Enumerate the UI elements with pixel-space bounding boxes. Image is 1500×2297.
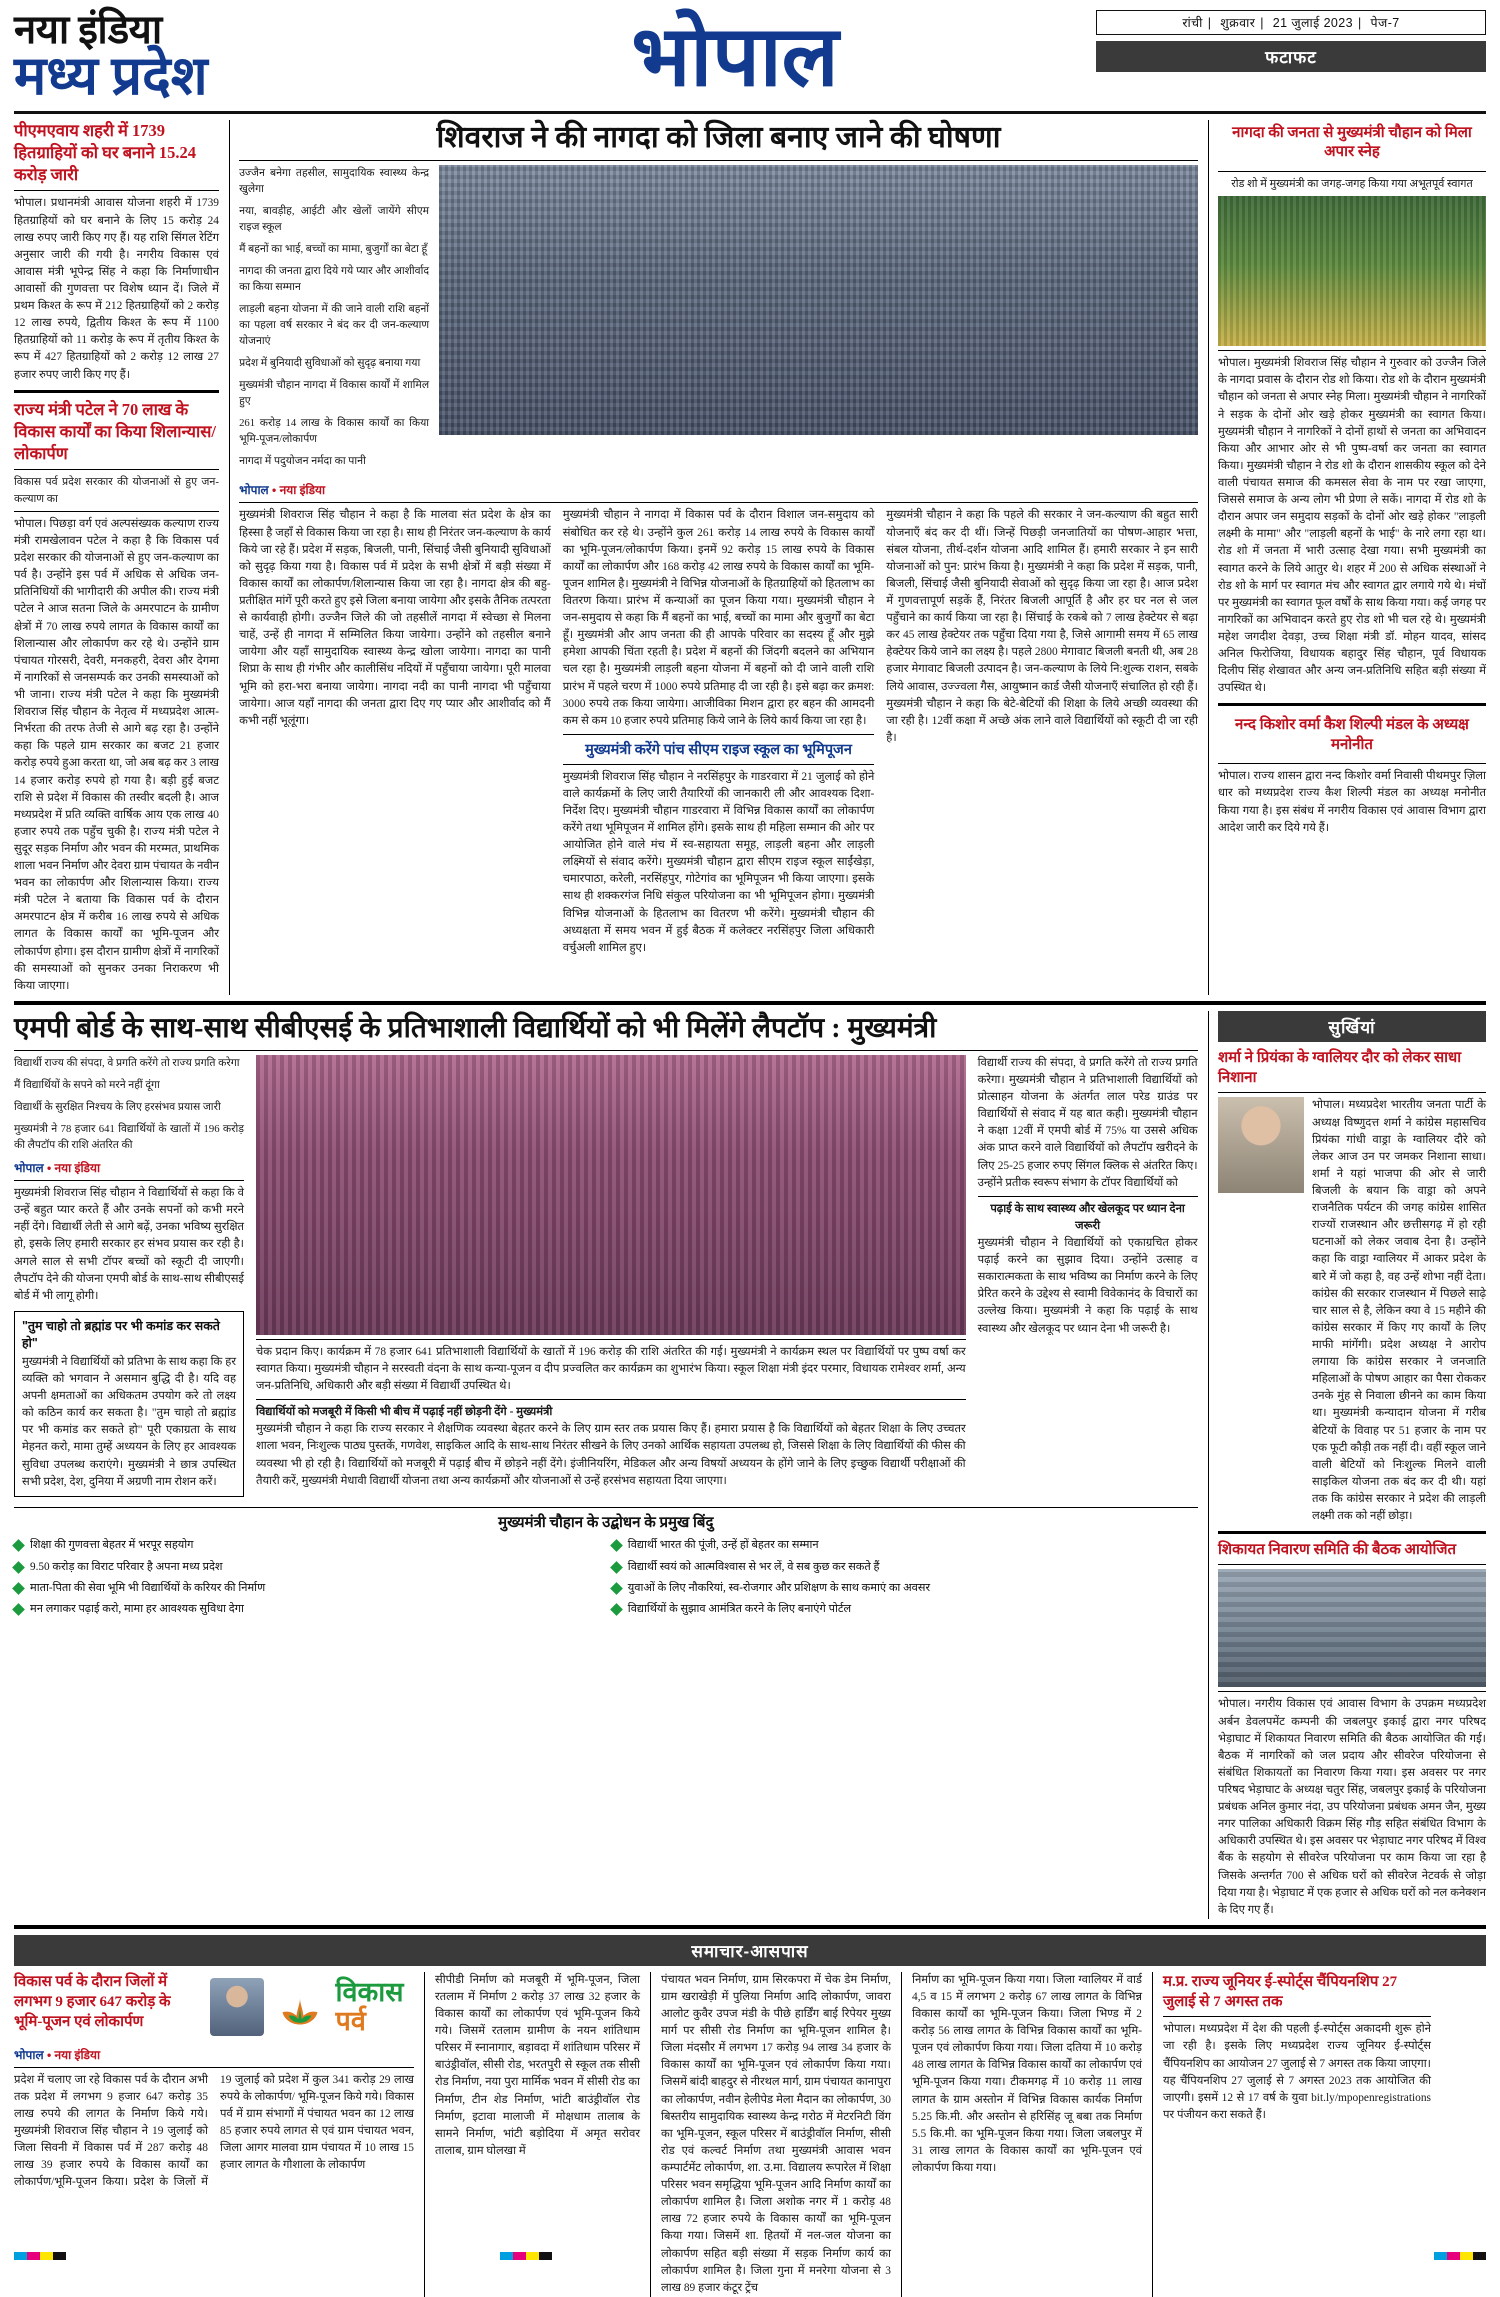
- column-divider-7: [1152, 1972, 1153, 2297]
- laptop-kicker-0: विद्यार्थी राज्य की संपदा, वे प्रगति करेंगे तो राज्य प्रगति करेगा: [14, 1055, 244, 1071]
- samachar-last-story: [1163, 1972, 1431, 2297]
- masthead-naya-india: नया इंडिया: [14, 10, 374, 50]
- surkhiyan-section-bar: सुर्खियां: [1218, 1011, 1486, 1042]
- dateline-place: रांची: [1182, 16, 1202, 30]
- laptop-col1: मुख्यमंत्री शिवराज सिंह चौहान ने विद्यार्थियों से कहा कि वे उन्हें बहुत प्यार करते हैं और उनके सपनों को कभी मरने नहीं देंगे। विद्यार्थी लेती से आगे बढ़ें, उनका भविष्य सुरक्षित हो, इसके लिए हमारी सरकार हर संभव प्रयास कर रही है। अगले साल से सभी टॉपर बच्चों को स्कूटी दी जाएगी। लैपटॉप देने की योजना एमपी बोर्ड के साथ-साथ सीबीएसई बोर्ड में भी लागू होगी।: [14, 1185, 244, 1305]
- column-divider-4: [424, 1972, 425, 2297]
- laptop-bullet-1: 9.50 करोड़ का विराट परिवार है अपना मध्य प्रदेश: [14, 1559, 600, 1575]
- surkhiyan-item2-headline: शिकायत निवारण समिति की बैठक आयोजित: [1218, 1540, 1486, 1560]
- right-story2-body: भोपाल। राज्य शासन द्वारा नन्द किशोर वर्मा निवासी पीथमपुर ज़िला धार को मध्यप्रदेश राज्य कैश शिल्पी मंडल का अध्यक्ष मनोनीत किया गया है। इस संबंध में नगरीय विकास एवं आवास विभाग द्वारा आदेश जारी कर दिये गये हैं।: [1218, 768, 1486, 836]
- left-column: [14, 120, 219, 995]
- center-lead-photo-wrap: [439, 165, 1198, 476]
- right-column: [1218, 120, 1486, 995]
- samachar-story1: [14, 1972, 414, 2297]
- vikas-parv-logo: [199, 1972, 414, 2042]
- laptop-col1b: विद्यार्थी राज्य की संपदा, वे प्रगति करेंगे तो राज्य प्रगति करेगा। मुख्यमंत्री चौहान ने प्रतिभाशाली विद्यार्थियों को प्रोत्साहन योजना के अंतर्गत लाल परेड ग्राउंड पर विद्यार्थियों से संवाद में यह बात कही। मुख्यमंत्री चौहान ने कक्षा 12वीं में एमपी बोर्ड में 75% या उससे अधिक अंक प्राप्त करने वाले विद्यार्थियों को लैपटॉप खरीदने के लिए 25-25 हजार रुपए सिंगल क्लिक से अंतरित किए। उन्होंने प्रतीक स्वरूप संभाग के टॉपर विद्यार्थियों को: [978, 1055, 1198, 1192]
- left-story2-headline: राज्य मंत्री पटेल ने 70 लाख के विकास कार्यों का किया शिलान्यास/लोकार्पण: [14, 399, 219, 466]
- highlight-5: प्रदेश में बुनियादी सुविधाओं को सुदृढ़ बनाया गया: [239, 355, 429, 371]
- vikas-word: विकास: [336, 1978, 404, 2006]
- vikas-parv-wordmark: [336, 1978, 404, 2035]
- center-lead-top: [239, 165, 1198, 476]
- laptop-bullet-2: माता-पिता की सेवा भूमि भी विद्यार्थियों के करियर की निर्माण: [14, 1580, 600, 1596]
- laptop-col3-head: पढ़ाई के साथ स्वास्थ्य और खेलकूद पर ध्यान देना जरूरी: [978, 1201, 1198, 1235]
- laptop-kicker-2: विद्यार्थी के सुरक्षित निश्चय के लिए हरसंभव प्रयास जारी: [14, 1099, 244, 1115]
- samachar-byline-place: भोपाल: [14, 2048, 44, 2062]
- column-divider-5: [650, 1972, 651, 2297]
- surkhiyan-item1-top: [1218, 1048, 1486, 1089]
- center-subhead: मुख्यमंत्री करेंगे पांच सीएम राइज स्कूल का भूमिपूजन: [563, 741, 875, 760]
- center-byline-place: भोपाल: [239, 483, 269, 497]
- parv-word: पर्व: [336, 2007, 404, 2035]
- esports-body: भोपाल। मध्यप्रदेश में देश की पहली ई-स्पोर्ट्स अकादमी शुरू होने जा रही है। इसके लिए मध्यप्रदेश राज्य जूनियर ई-स्पोर्ट्स चैंपियनशिप का आयोजन 27 जुलाई से 7 अगस्त तक किया जाएगा। यह चैंपियनशिप 27 जुलाई से 7 अगस्त 2023 तक आयोजित की जाएगी। इसमें 12 से 17 वर्ष के युवा bit.ly/mpopenregistrations पर पंजीयन करा सकते हैं।: [1163, 2021, 1431, 2124]
- committee-meeting-photo: [1218, 1569, 1486, 1687]
- dateline-page: पेज-7: [1371, 16, 1400, 30]
- left-story1-headline: पीएमएवाय शहरी में 1739 हितग्राहियों को घर बनाने 15.24 करोड़ जारी: [14, 120, 219, 187]
- column-divider-6: [901, 1972, 902, 2297]
- vd-sharma-portrait: [1218, 1097, 1304, 1193]
- dateline: रांची | शुक्रवार | 21 जुलाई 2023 | पेज-7: [1096, 10, 1486, 35]
- center-lead-headline: शिवराज ने की नागदा को जिला बनाए जाने की घोषणा: [239, 120, 1198, 156]
- laptop-bullet-list: [14, 1537, 1198, 1622]
- cm-students-photo: [256, 1055, 966, 1335]
- left-story2-kicker: विकास पर्व प्रदेश सरकार की योजनाओं से हुए जन-कल्याण का: [14, 474, 219, 506]
- samachar-byline-paper: नया इंडिया: [55, 2048, 101, 2062]
- center-byline-paper: नया इंडिया: [280, 483, 326, 497]
- highlight-3: नागदा की जनता द्वारा दिये गये प्यार और आशीर्वाद का किया सम्मान: [239, 263, 429, 295]
- highlight-1: नया, बावड़ीह, आईटी और खेलों जायेंगे सीएम राइज स्कूल: [239, 203, 429, 235]
- laptop-bullet-4: विद्यार्थी भारत की पूंजी, उन्हें हों बेहतर का सम्मान: [612, 1537, 1198, 1553]
- top-section: [14, 120, 1486, 995]
- samachar-section-bar: समाचार-आसपास: [14, 1935, 1486, 1966]
- center-column: [239, 120, 1198, 995]
- samachar-story1-body: प्रदेश में चलाए जा रहे विकास पर्व के दौरान अभी तक प्रदेश में लगभग 9 हजार 647 करोड़ 35 लाख रुपये की लागत के निर्माण किये गये। मुख्यमंत्री शिवराज सिंह चौहान ने 19 जुलाई को जिला सिवनी में विकास पर्व में 287 करोड़ 48 लाख 39 हजार रुपये के विकास कार्यों का लोकार्पण/भूमि-पूजन किया। प्रदेश के जिलों में 19 जुलाई को प्रदेश में कुल 341 करोड़ 29 लाख रुपये के लोकार्पण/ भूमि-पूजन किये गये। विकास पर्व में ग्राम संभागों में पंचायत भवन का 12 लाख 85 हजार रुपये लागत से एवं ग्राम पंचायत भवन, जिला आगर मालवा ग्राम पंचायत में 10 लाख 15 हजार लागत के गौशाला के लोकार्पण: [14, 2072, 414, 2192]
- masthead-left: [14, 10, 374, 105]
- surkhiyan-item1-headline: शर्मा ने प्रियंका के ग्वालियर दौर को लेकर साधा निशाना: [1218, 1048, 1486, 1089]
- right-photo-caption: रोड शो में मुख्यमंत्री का जगह-जगह किया गया अभूतपूर्व स्वागत: [1218, 176, 1486, 193]
- center-body-col-2-wrap: [563, 507, 875, 956]
- laptop-byline-place: भोपाल: [14, 1161, 44, 1175]
- dateline-date: 21 जुलाई 2023: [1273, 16, 1353, 30]
- center-body-col-2: मुख्यमंत्री चौहान ने नागदा में विकास पर्व के दौरान विशाल जन-समुदाय को संबोधित कर रहे थे। उन्होंने कुल 261 करोड़ 14 लाख रुपये के विकास कार्यों का भूमि-पूजन/लोकार्पण किया। इनमें 92 करोड़ 15 लाख रुपये के विकास कार्यों का लोकार्पण और 168 करोड़ 42 लाख रुपये के विकास कार्यों का भूमि-पूजन शामिल है। मुख्यमंत्री ने विभिन्न योजनाओं के हितग्राहियों को हितलाभ का वितरण किया। प्रारंभ में कन्याओं का पूजन किया गया। मुख्यमंत्री चौहान ने जन-समुदाय से कहा कि मैं बहनों का भाई, बच्चों का मामा और बुजुर्गों का बेटा हूँ। मुख्यमंत्री और आप जनता की ही आपके परिवार का सदस्य हूँ और मुझे हमेशा आपकी चिंता रहती है। प्रदेश में बहनों की जिंदगी बदलने का अभियान चल रहा है। मुख्यमंत्री लाड़ली बहना योजना में बहनों को दी जाने वाली राशि प्रारंभ में पहले चरण में 1000 रुपये प्रतिमाह दी जा रही है। इसे बढ़ा कर क्रमश: 3000 रुपये तक किया जायेगा। आजीविका मिशन द्वारा हर बहन की आमदनी कम से कम 10 हजार रुपये प्रतिमाह किये जाने के लिये कार्य किया जा रहा है।: [563, 507, 875, 729]
- laptop-bullet-5: विद्यार्थी स्वयं को आत्मविश्वास से भर लें, वे सब कुछ कर सकते हैं: [612, 1559, 1198, 1575]
- laptop-bullet-3: मन लगाकर पढ़ाई करो, मामा हर आवश्यक सुविधा देगा: [14, 1601, 600, 1617]
- dateline-day: शुक्रवार: [1220, 16, 1255, 30]
- laptop-quote-box: [14, 1311, 244, 1497]
- surkhiyan-item2-body: भोपाल। नगरीय विकास एवं आवास विभाग के उपक्रम मध्यप्रदेश अर्बन डेवलपमेंट कम्पनी की जबलपुर इकाई द्वारा नगर परिषद भेड़ाघाट में शिकायत निवारण समिति की बैठक आयोजित की गई। बैठक में नागरिकों को जल प्रदाय और सीवरेज परियोजना से संबंधित शिकायतों का निवारण किया गया। इस अवसर पर नगर परिषद भेड़ाघाट के अध्यक्ष चतुर सिंह, जबलपुर इकाई के परियोजना प्रबंधक अनिल कुमार नंदा, उप परियोजना प्रबंधक अमन जैन, मुख्य नगर पालिका अधिकारी विक्रम सिंह गौड़ सहित संबंधित विभाग के अधिकारी उपस्थित थे। इस अवसर पर भेड़ाघाट नगर परिषद में विश्व बैंक के सहयोग से सीवरेज परियोजना पर काम किया जा रहा है जिसके अन्तर्गत 700 से अधिक घरों को सीवरेज नेटवर्क से जोड़ा दिया गया है। भेड़ाघाट में एक हजार से अधिक घरों को नल कनेक्शन के दिए गए हैं।: [1218, 1696, 1486, 1918]
- laptop-kicker-1: मैं विद्यार्थियों के सपने को मरने नहीं दूंगा: [14, 1077, 244, 1093]
- surkhiyan-item1-body-wrap: [1218, 1097, 1486, 1525]
- right-lead-body: भोपाल। मुख्यमंत्री शिवराज सिंह चौहान ने गुरुवार को उज्जैन जिले के नागदा प्रवास के दौरान रोड शो किया। रोड शो के दौरान मुख्यमंत्री चौहान को जनता से अपार स्नेह मिला। मुख्यमंत्री चौहान ने नागरिकों ने सड़क के दोनों ओर खड़े होकर मुख्यमंत्री का स्वागत किया। मुख्यमंत्री चौहान ने नागरिकों ने दोनों हाथों से जनता का अभिवादन किया और आभार ओर से भी पुष्प-वर्षा कर जनता का स्वागत किया। मुख्यमंत्री चौहान ने रोड शो के दौरान शासकीय स्कूल को देने वाली पंचायत समाज की कमसल सेवा के नाम पर रखा जाएगा, जिससे समाज के अन्य लोग भी प्रेणा ले सकें। नागदा में रोड शो के दौरान अपार जन समुदाय सड़कों के दोनों ओर खड़े होकर "लाड़ली लक्ष्मी के मामा" और "लाड़ली बहनों के भाई" के नारे लगा रहा था। रोड शो में जनता में भारी उत्साह देखा गया। सभी मुख्यमंत्री का स्वागत करने के लिये आतुर थे। शहर में 200 से अधिक संस्थाओं ने रोड शो के मार्ग पर स्वागत मंच और स्वागत द्वार लगाये गये थे। मंचों पर मुख्यमंत्री का स्वागत फूल वर्षों के साथ किया गया। कई जगह पर नागरिकों का अभिवादन करते हुए रोड शो भी चल रहे थे। मुख्यमंत्री महेश जगदीश देवड़ा, उच्च शिक्षा मंत्री डॉ. मोहन यादव, सांसद अनिल फिरोजिया, विधायक बहादुर सिंह चौहान, पूर्व विधायक दिलीप सिंह शेखावत और अन्य जन-प्रतिनिधि सहित बड़ी संख्या में उपस्थित थे।: [1218, 355, 1486, 697]
- right-story2-headline: नन्द किशोर वर्मा कैश शिल्पी मंडल के अध्यक्ष मनोनीत: [1218, 712, 1486, 759]
- laptop-byline-paper: नया इंडिया: [55, 1161, 101, 1175]
- center-subhead-body: मुख्यमंत्री शिवराज सिंह चौहान ने नरसिंहपुर के गाडरवारा में 21 जुलाई को होने वाले कार्यक्रमों के लिए जारी तैयारियों की जानकारी ली और आवश्यक दिशा-निर्देश दिए। मुख्यमंत्री चौहान गाडरवारा में विभिन्न विकास कार्यों का लोकार्पण करेंगे तथा भूमिपूजन में शामिल होंगे। इसके साथ ही महिला सम्मान की ओर पर आयोजित होने वाले मंच में स्व-सहायता समूह, लाड़ली बहना और लाड़ली लक्ष्मियों से संवाद करेंगे। मुख्यमंत्री चौहान द्वारा सीएम राइज स्कूल साईंखेड़ा, चमारपाठा, करेली, नरसिंहपुर, गोटेगांव का भूमिपूजन भी किया जाएगा। इसके साथ ही शक्करगंज निधि संकुल परियोजना का भी भूमिपूजन होगा। मुख्यमंत्री विभिन्न योजनाओं के हितलाभ का वितरण भी करेंगे। मुख्यमंत्री चौहान की अध्यक्षता में समय भवन में हुई बैठक में कलेक्टर नरसिंहपुर जिला अधिकारी वर्चुअली शामिल हुए।: [563, 769, 875, 957]
- surkhiyan-item1-body: भोपाल। मध्यप्रदेश भारतीय जनता पार्टी के अध्यक्ष विष्णुदत्त शर्मा ने कांग्रेस महासचिव प्रियंका गांधी वाड्रा के ग्वालियर दौरे को लेकर आज उन पर जमकर निशाना साधा। शर्मा ने यहां भाजपा की ओर से जारी बिजली के बयान कि वाड्रा को अपने राजनैतिक पर्यटन की जगह कांग्रेस शासित राज्यों राजस्थान और छत्तीसगढ़ में हो रही घटनाओं को लेकर जवाब देना है। उन्होंने कहा कि वाड्रा ग्वालियर में आकर प्रदेश के बारे में जो कहा है, वह उन्हें शोभा नहीं देता। कांग्रेस की सरकार राजस्थान में पिछले साढ़े चार साल से है, लेकिन क्या वे 15 महीने की कांग्रेस सरकार में किए गए कार्यों के लिए माफी मांगेंगी। प्रदेश अध्यक्ष ने आरोप लगाया कि कांग्रेस सरकार ने जनजाति महिलाओं के पोषण आहार का पैसा रोककर उनके मुंह से निवाला छीनने का काम किया था। मुख्यमंत्री कन्यादान योजना में गरीब बेटियों के विवाह पर 51 हजार के नाम पर एक फूटी कौड़ी तक नहीं दी। वहीं स्कूल जाने वाली बेटियों को निःशुल्क मिलने वाली साइकिल योजना तक बंद कर दी थी। यहां तक कि कांग्रेस सरकार ने प्रदेश की लाड़ली लक्ष्मी तक को नहीं छोड़ा।: [1312, 1097, 1486, 1525]
- laptop-quote-body: मुख्यमंत्री ने विद्यार्थियों को प्रतिभा के साथ कहा कि हर व्यक्ति को भगवान ने असमान बुद्धि दी है। यदि वह अपनी क्षमताओं का अधिकतम उपयोग करे तो लक्ष्य को कठिन कार्य कर सकता है। "तुम चाहो तो ब्रह्मांड पर भी कमांड कर सकते हो" पूरी एकाग्रता के साथ मेहनत करो, मामा तुम्हें अध्ययन के लिए हर आवश्यक सुविधा उपलब्ध कराएंगे। मुख्यमंत्री ने छात्र उपस्थित सभी प्रदेश, देश, दुनिया में अग्रणी नाम रोशन करें।: [22, 1354, 236, 1491]
- lotus-icon: [272, 1979, 328, 2035]
- highlight-6: मुख्यमंत्री चौहान नागदा में विकास कार्यों में शामिल हुए: [239, 377, 429, 409]
- laptop-col2a: चेक प्रदान किए। कार्यक्रम में 78 हजार 641 प्रतिभाशाली विद्यार्थियों के खातों में 196 करोड़ की राशि अंतरित की गई। मुख्यमंत्री ने कार्यक्रम स्थल पर विद्यार्थियों पर पुष्प वर्षा कर स्वागत किया। मुख्यमंत्री चौहान ने सरस्वती वंदना के साथ कन्या-पूजन व दीप प्रज्वलित कर कार्यक्रम का शुभारंभ किया। स्कूल शिक्षा मंत्री इंदर परमार, विधायक रामेश्वर शर्मा, अन्य जन-प्रतिनिधि, अधिकारी और बड़ी संख्या में विद्यार्थी उपस्थित थे।: [256, 1344, 966, 1395]
- laptop-col2b-head: विद्यार्थियों को मजबूरी में किसी भी बीच में पढ़ाई नहीं छोड़नी देंगे - मुख्यमंत्री: [256, 1404, 966, 1421]
- highlight-2: मैं बहनों का भाई, बच्चों का मामा, बुजुर्गों का बेटा हूँ: [239, 241, 429, 257]
- left-story2-body: भोपाल। पिछड़ा वर्ग एवं अल्पसंख्यक कल्याण राज्य मंत्री रामखेलावन पटेल ने कहा है कि विकास पर्व प्रदेश सरकार की योजनाओं से हुए जन-कल्याण का पर्व है। उन्होंने इस पर्व में अधिक से अधिक जन-प्रतिनिधियों की भागीदारी की अपील की। राज्य मंत्री पटेल ने आज सतना जिले के अमरपाटन के ग्रामीण क्षेत्रों में 70 लाख रुपये लागत के विकास कार्यों का शिलान्यास और लोकार्पण कर रहे थे। उन्होंने ग्राम पंचायत गोरसरी, देवरी, मनकहरी, देवरा और देगमा में नागरिकों से जनसम्पर्क कर उनकी समस्याओं को भी जाना। राज्य मंत्री पटेल ने कहा कि मुख्यमंत्री शिवराज सिंह चौहान के नेतृत्व में मध्यप्रदेश आत्म-निर्भरता की तरफ तेजी से आगे बढ़ रहा है। उन्होंने कहा कि पहले ग्राम सरकार का बजट 21 हजार करोड़ रुपये हुआ करता था, जो अब बढ़ कर 3 लाख 14 हजार करोड़ रुपये हो गया है। बड़ी हुई बजट राशि से प्रदेश में विकास की तस्वीर बदली है। आज मध्यप्रदेश में प्रति व्यक्ति वार्षिक आय एक लाख 40 हजार रुपये तक पहुँच चुकी है। राज्य मंत्री पटेल ने सुदूर सड़क निर्माण और भवन की मरम्मत, प्राथमिक शाला भवन निर्माण और देवरा ग्राम पंचायत के नवीन भवन का लोकार्पण और शिलान्यास किया। राज्य मंत्री पटेल ने बताया कि विकास पर्व के दौरान अमरपाटन क्षेत्र में करीब 16 लाख रुपये से अधिक लागत के विकास कार्यों का भूमि-पूजन और लोकार्पण होगा। इस दौरान ग्रामीण क्षेत्रों में नागरिकों की समस्याओं को सुनकर उनका निराकरण भी किया जाएगा।: [14, 516, 219, 995]
- samachar-col2: सीपीडी निर्माण को मजबूरी में भूमि-पूजन, जिला रतलाम में निर्माण 2 करोड़ 37 लाख 32 हजार के विकास कार्यों का लोकार्पण एवं भूमि-पूजन किये गये। जिसमें रतलाम ग्रामीण के नयन शांतिधाम परिसर में स्नानागार, बड़ावदा में शांतिधाम परिसर में बाउंड्रीवॉल, सीसी रोड, भरतपुरी से स्कूल तक सीसी रोड निर्माण, नया पुरा मार्मिक भवन में सीसी रोड का निर्माण, टीन शेड निर्माण, भांटी बाउंड्रीवॉल रोड निर्माण, इटावा मालाजी में मोक्षधाम तालाब के सामने निर्माण, भांटी बड़ोदिया में अमृत सरोवर तालाब, ग्राम घोलखा में: [435, 1972, 640, 2297]
- masthead-madhya-pradesh: मध्य प्रदेश: [14, 48, 374, 105]
- laptop-col3: मुख्यमंत्री चौहान ने विद्यार्थियों को एकाग्रचित होकर पढ़ाई करने का सुझाव दिया। उन्होंने उत्साह व सकारात्मकता के साथ भविष्य का निर्माण करने के लिए प्रेरित करने के उद्देश्य से स्वामी विवेकानंद के विचारों का उल्लेख किया। मुख्यमंत्री ने कहा कि पढ़ाई के साथ स्वास्थ्य और खेलकूद पर ध्यान देना भी जरूरी है।: [978, 1235, 1198, 1338]
- center-highlights: [239, 165, 429, 476]
- highlight-0: उज्जैन बनेगा तहसील, सामुदायिक स्वास्थ्य केन्द्र खुलेगा: [239, 165, 429, 197]
- color-registration-bar-left: [14, 2252, 66, 2260]
- masthead: [14, 10, 1486, 114]
- laptop-top-row: [14, 1055, 1198, 1503]
- center-body-columns: [239, 507, 1198, 956]
- center-byline: भोपाल • नया इंडिया: [239, 481, 1198, 498]
- laptop-bullet-0: शिक्षा की गुणवत्ता बेहतर में भरपूर सहयोग: [14, 1537, 600, 1553]
- laptop-bullet-6: युवाओं के लिए नौकरियां, स्व-रोजगार और प्रशिक्षण के साथ कमाएं का अवसर: [612, 1580, 1198, 1596]
- highlight-8: नागदा में पदुयोजन नर्मदा का पानी: [239, 453, 429, 469]
- samachar-col4: निर्माण का भूमि-पूजन किया गया। जिला ग्वालियर में वार्ड 4,5 व 15 में लगभग 2 करोड़ 67 लाख लागत के विभिन्न विकास कार्यों का भूमि-पूजन किया। जिला भिण्ड में 2 करोड़ 56 लाख लागत के विभिन्न विकास कार्यों का भूमि-पूजन एवं लोकार्पण किया गया। जिला दतिया में 10 करोड़ 48 लाख लागत के विभिन्न विकास कार्यों का लोकार्पण एवं भूमि-पूजन किया गया। टीकमगढ़ में 10 करोड़ 11 लाख लागत के ग्राम अस्तोन में विभिन्न विकास कार्यक निर्माण 5.25 कि.मी. और अस्तोन से हरिसिंह जू बबा तक निर्माण 5.5 कि.मी. का भूमि-पूजन किया गया। जिला जबलपुर में 31 लाख लागत के विकास कार्यों का भूमि-पूजन एवं लोकार्पण किया गया।: [912, 1972, 1142, 2297]
- laptop-kickers: [14, 1055, 244, 1503]
- esports-headline: म.प्र. राज्य जूनियर ई-स्पोर्ट्स चैंपियनशिप 27 जुलाई से 7 अगस्त तक: [1163, 1972, 1431, 2013]
- pm-modi-portrait: [210, 1978, 264, 2036]
- laptop-bullets-head: मुख्यमंत्री चौहान के उद्बोधन के प्रमुख बिंदु: [14, 1514, 1198, 1534]
- masthead-center: [384, 10, 1086, 100]
- laptop-kicker-3: मुख्यमंत्री ने 78 हजार 641 विद्यार्थियों के खातों में 196 करोड़ की लैपटॉप की राशि अंतरित की: [14, 1121, 244, 1153]
- surkhiyan-column: [1218, 1011, 1486, 1919]
- cm-roadshow-photo: [1218, 196, 1486, 346]
- samachar-section: [14, 1972, 1486, 2297]
- left-story1-body: भोपाल। प्रधानमंत्री आवास योजना शहरी में 1739 हितग्राहियों को घर बनाने के लिए 15 करोड़ 24 लाख रुपए जारी किए गए हैं। यह राशि सिंगल रेटिंग अनुसार जारी की गयी है। नगरीय विकास एवं आवास मंत्री भूपेन्द्र सिंह ने कहा कि निर्माणाधीन आवासों की गुणवत्ता पर विशेष ध्यान दें। जिले में प्रथम किश्त के रूप में 212 हितग्राहियों को 2 करोड़ 12 लाख रुपये, द्वितीय किश्त के रूप में 1100 हितग्राहियों को 11 करोड़ के रूप में तृतीय किश्त के रूप में 427 हितग्राहियों को 2 करोड़ 12 लाख 27 हजार रुपए जारी किए गए हैं।: [14, 195, 219, 383]
- laptop-col2b: मुख्यमंत्री चौहान ने कहा कि राज्य सरकार ने शैक्षणिक व्यवस्था बेहतर करने के लिए ग्राम स्तर तक प्रयास किए हैं। हमारा प्रयास है कि विद्यार्थियों को बेहतर शिक्षा के लिए उच्चतर शाला भवन, निःशुल्क पाठ्य पुस्तकें, गणवेश, साइकिल आदि के साथ-साथ निरंतर सीखने के लिए उनको आर्थिक सहायता उपलब्ध हो, जिससे शिक्षा के लिए विद्यार्थियों की फीस की व्यवस्था भी हो रही है। विद्यार्थियों को मजबूरी में पढ़ाई बीच में छोड़ने नहीं देंगे। इंजीनियरिंग, मेडिकल और अन्य विषयों अध्ययन के होंगे जाने के लिए इच्छुक विद्यार्थी परीक्षाओं की तैयारी करें, मुख्यमंत्री मेधावी विद्यार्थी योजना तथा अन्य कार्यक्रमों और योजनाओं से उन्हें हरसंभव सहायता दिया जाएगा।: [256, 1421, 966, 1489]
- middle-section: [14, 1011, 1486, 1919]
- samachar-story1-byline: भोपाल • नया इंडिया: [14, 2046, 414, 2063]
- laptop-right: [978, 1055, 1198, 1503]
- highlight-4: लाड़ली बहना योजना में की जाने वाली राशि बहनों का पहला वर्ष सरकार ने बंद कर दी जन-कल्याण योजनाएं: [239, 301, 429, 349]
- laptop-mid: [256, 1055, 966, 1503]
- color-registration-bar-center: [500, 2252, 552, 2260]
- center-body-col-1: मुख्यमंत्री शिवराज सिंह चौहान ने कहा है कि मालवा संत प्रदेश के क्षेत्र का हिस्सा है जहाँ से विकास किया जा रहा है। साथ ही निरंतर जन-कल्याण के कार्य किये जा रहे हैं। प्रदेश में सड़क, बिजली, पानी, सिंचाई जैसी बुनियादी सुविधाओं को सुदृढ़ किया गया है। विकास पर्व में प्रदेश के सभी क्षेत्रों में बड़ी संख्या में विकास कार्यों का लोकार्पण/शिलान्यास किया जा रहा है। नागदा क्षेत्र की बहु-प्रतीक्षित मांगें पूरी करते हुए इसे जिला बनाया जायेगा और इसके तैनिक तत्परता से कार्यवाही होगी। उज्जैन जिले की जो तहसीलें नागदा में स्वेच्छा से मिलना चाहें, उन्हें ही नागदा में सम्मिलित किया जायेगा। उन्होंने को तहसील बनाने जायेगा और यहाँ सामुदायिक स्वास्थ्य केन्द्र खोला जायेगा। नागदा का पानी शिप्रा के साथ ही गंभीर और कालीसिंध नदियों में पहुँचाया जायेगा। पूरी मालवा भूमि को हरा-भरा बनाया जायेगा। नागदा नदी का पानी नागदा भी पहुँचाया जायेगा। आज यहाँ नागदा की जनता द्वारा दिए गए प्यार और आशीर्वाद को मैं कभी नहीं भूलूंगा।: [239, 507, 551, 956]
- cm-rally-photo: [439, 165, 1198, 435]
- fataphat-section-bar: फटाफट: [1096, 41, 1486, 72]
- masthead-city: भोपाल: [384, 16, 1086, 100]
- laptop-bullet-7: विद्यार्थियों के सुझाव आमंत्रित करने के लिए बनाएंगे पोर्टल: [612, 1601, 1198, 1617]
- laptop-headline: एमपी बोर्ड के साथ-साथ सीबीएसई के प्रतिभाशाली विद्यार्थियों को भी मिलेंगे लैपटॉप : मुख्यमंत्री: [14, 1011, 1198, 1046]
- samachar-story1-headline: विकास पर्व के दौरान जिलों में लगभग 9 हजार 647 करोड़ के भूमि-पूजन एवं लोकार्पण: [14, 1972, 191, 2033]
- samachar-col3: पंचायत भवन निर्माण, ग्राम सिरकपरा में चेक डेम निर्माण, ग्राम खराखेड़ी में पुलिया निर्माण आदि लोकार्पण, जावरा आलोट कुवैर उपज मंडी के पीछे हार्डिंग बाई रिपेयर मुख्य मार्ग पर सीसी रोड निर्माण का भूमि-पूजन शामिल है। जिला मंदसौर में लगभग 17 करोड़ 94 लाख 34 हजार के विकास कार्यों का भूमि-पूजन एवं लोकार्पण किया गया। जिसमें बांदी बाहदुर से नीरथल मार्ग, ग्राम पंचायत कानापुरा का लोकार्पण, नवीन हेलीपेड मेला मैदान का लोकार्पण, 30 बिस्तरीय सामुदायिक स्वास्थ्य केन्द्र गरोठ में मेटरनिटी विंग का भूमि-पूजन, स्कूल परिसर में बाउंड्रीवॉल निर्माण, सीसी रोड एवं कल्वर्ट निर्माण तथा मुख्यमंत्री आवास भवन कम्पार्टमेंट लोकार्पण, शा. उ.मा. विद्यालय रूपारेल में शिक्षा परिसर भवन समृद्धिया भूमि-पूजन आदि निर्माण कार्यों का लोकार्पण शामिल है। जिला अशोक नगर में 1 करोड़ 48 लाख 72 हजार रुपये के विकास कार्यों का भूमि-पूजन किया गया। जिसमें शा. हितयों में नल-जल योजना का लोकार्पण सहित बड़ी संख्या में सड़क निर्माण कार्य का लोकार्पण शामिल है। जिला गुना में मनरेगा योजना से 3 लाख 89 हजार कंटूर ट्रेंच: [661, 1972, 891, 2297]
- highlight-7: 261 करोड़ 14 लाख के विकास कार्यों का किया भूमि-पूजन/लोकार्पण: [239, 415, 429, 447]
- right-lead-headline: नागदा की जनता से मुख्यमंत्री चौहान को मिला अपार स्नेह: [1218, 120, 1486, 167]
- laptop-story: [14, 1011, 1198, 1919]
- vikas-parv-logo-wrap: [199, 1972, 414, 2042]
- center-body-col-3: मुख्यमंत्री चौहान ने कहा कि पहले की सरकार ने जन-कल्याण की बहुत सारी योजनाएँ बंद कर दी थीं। जिन्हें पिछड़ी जनजातियों का पोषण-आहार भत्ता, संबल योजना, तीर्थ-दर्शन योजना आदि शामिल हैं। हमारी सरकार ने इन सारी योजनाओं को पुन: प्रारंभ किया है। मुख्यमंत्री ने कहा कि प्रदेश में सड़क, पानी, बिजली, सिंचाई जैसी बुनियादी सेवाओं को सुदृढ़ किया जा रहा है। आज प्रदेश में गुणवत्तापूर्ण सड़कें हैं, निरंतर बिजली आपूर्ति है और हर घर नल से जल पहुँचाने का कार्य किया जा रहा है। सिंचाई के रकबे को 7 लाख हेक्टेयर से बढ़ा कर 45 लाख हेक्टेयर तक पहुँचा दिया गया है, जिसे आगामी समय में 65 लाख हेक्टेयर किये जाने का लक्ष्य है। पहले 2800 मेगावाट बिजली बनती थी, अब 28 हजार मेगावाट बिजली उत्पादन है। जन-कल्याण के लिये नि:शुल्क राशन, सबके लिये आवास, उज्ज्वला गैस, आयुष्मान कार्ड जैसी योजनाएँ संचालित हो रही हैं। मुख्यमंत्री चौहान ने कहा कि बेटे-बेटियों की शिक्षा के लिये अच्छी व्यवस्था की जा रही है। 12वीं कक्षा में अच्छे अंक लाने वाले विद्यार्थियों को स्कूटी दी जा रही है।: [886, 507, 1198, 956]
- laptop-quote-title: "तुम चाहो तो ब्रह्मांड पर भी कमांड कर सकते हो": [22, 1317, 236, 1351]
- masthead-right: [1096, 10, 1486, 72]
- laptop-byline: भोपाल • नया इंडिया: [14, 1159, 244, 1176]
- color-registration-bar-right: [1434, 2252, 1486, 2260]
